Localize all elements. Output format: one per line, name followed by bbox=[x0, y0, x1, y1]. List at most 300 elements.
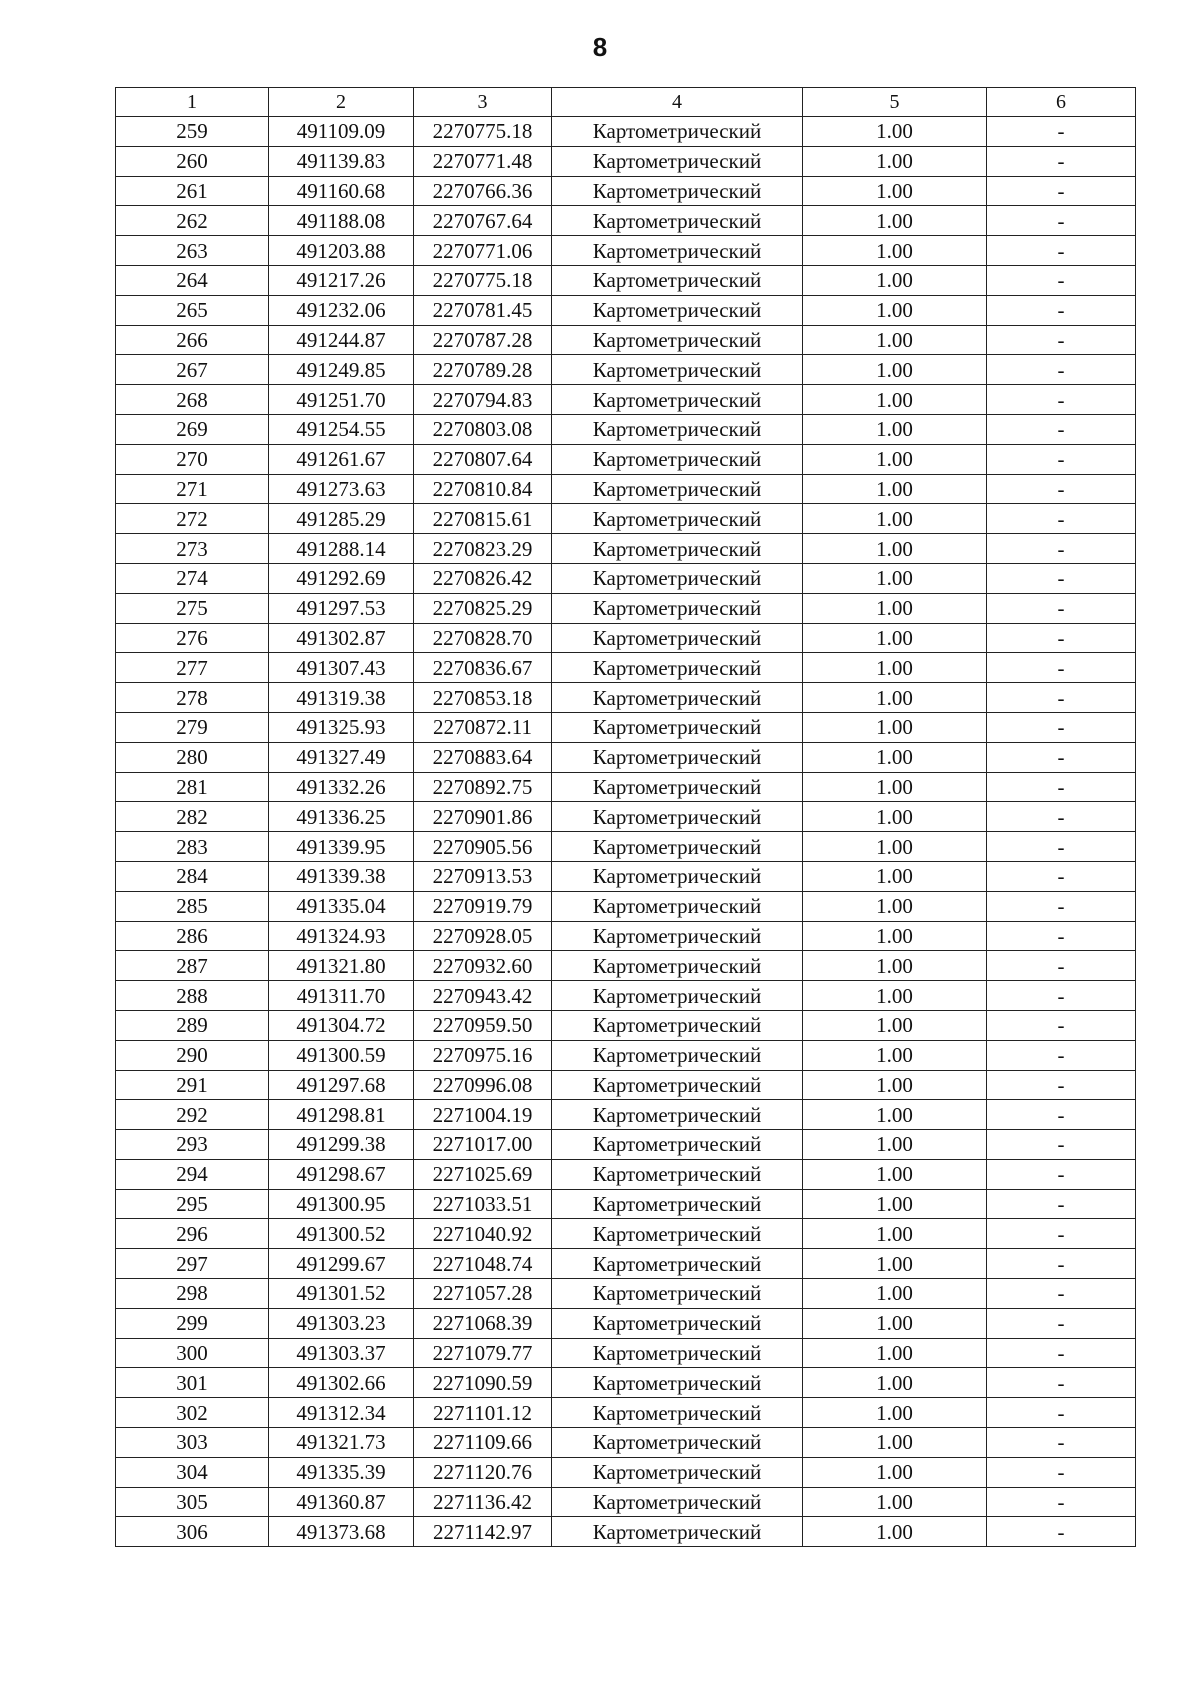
table-cell-col-6: - bbox=[987, 1010, 1136, 1040]
table-row bbox=[116, 802, 1136, 832]
table-cell-col-5: 1.00 bbox=[803, 444, 987, 474]
table-cell-col-6: - bbox=[987, 534, 1136, 564]
table-cell-col-6: - bbox=[987, 1517, 1136, 1547]
table-cell-col-1: 284 bbox=[116, 861, 269, 891]
table-cell-col-4: Картометрический bbox=[552, 176, 803, 206]
table-cell-col-2: 491304.72 bbox=[269, 1010, 414, 1040]
table-cell-col-3: 2270766.36 bbox=[414, 176, 552, 206]
table-cell-col-5: 1.00 bbox=[803, 832, 987, 862]
table-cell-col-1: 262 bbox=[116, 206, 269, 236]
table-cell-col-2: 491300.52 bbox=[269, 1219, 414, 1249]
table-row bbox=[116, 534, 1136, 564]
coordinates-table bbox=[115, 87, 1136, 1547]
table-cell-col-4: Картометрический bbox=[552, 474, 803, 504]
table-cell-col-6: - bbox=[987, 265, 1136, 295]
table-cell-col-1: 279 bbox=[116, 712, 269, 742]
table-cell-col-1: 280 bbox=[116, 742, 269, 772]
table-cell-col-1: 297 bbox=[116, 1249, 269, 1279]
table-cell-col-4: Картометрический bbox=[552, 1487, 803, 1517]
table-cell-col-6: - bbox=[987, 683, 1136, 713]
table-cell-col-6: - bbox=[987, 176, 1136, 206]
table-cell-col-4: Картометрический bbox=[552, 504, 803, 534]
table-cell-col-2: 491335.04 bbox=[269, 891, 414, 921]
table-cell-col-1: 301 bbox=[116, 1368, 269, 1398]
table-cell-col-4: Картометрический bbox=[552, 1517, 803, 1547]
table-row bbox=[116, 623, 1136, 653]
table-cell-col-6: - bbox=[987, 414, 1136, 444]
table-row bbox=[116, 146, 1136, 176]
table-cell-col-6: - bbox=[987, 742, 1136, 772]
page-number: 8 bbox=[592, 32, 608, 62]
table-cell-col-4: Картометрический bbox=[552, 385, 803, 415]
table-row bbox=[116, 1100, 1136, 1130]
table-cell-col-2: 491307.43 bbox=[269, 653, 414, 683]
table-cell-col-2: 491232.06 bbox=[269, 295, 414, 325]
table-row bbox=[116, 474, 1136, 504]
table-cell-col-5: 1.00 bbox=[803, 236, 987, 266]
table-row bbox=[116, 653, 1136, 683]
table-cell-col-6: - bbox=[987, 861, 1136, 891]
table-cell-col-3: 2270928.05 bbox=[414, 921, 552, 951]
table-cell-col-1: 296 bbox=[116, 1219, 269, 1249]
table-cell-col-5: 1.00 bbox=[803, 1189, 987, 1219]
table-cell-col-1: 260 bbox=[116, 146, 269, 176]
table-cell-col-5: 1.00 bbox=[803, 951, 987, 981]
table-cell-col-4: Картометрический bbox=[552, 772, 803, 802]
table-row bbox=[116, 265, 1136, 295]
header-cell-col-2: 2 bbox=[269, 88, 414, 117]
table-row bbox=[116, 414, 1136, 444]
table-row bbox=[116, 1338, 1136, 1368]
table-cell-col-1: 267 bbox=[116, 355, 269, 385]
table-cell-col-3: 2271004.19 bbox=[414, 1100, 552, 1130]
table-cell-col-1: 291 bbox=[116, 1070, 269, 1100]
table-row bbox=[116, 117, 1136, 147]
table-cell-col-4: Картометрический bbox=[552, 1159, 803, 1189]
table-cell-col-6: - bbox=[987, 295, 1136, 325]
table-cell-col-1: 275 bbox=[116, 593, 269, 623]
table-cell-col-3: 2270775.18 bbox=[414, 265, 552, 295]
table-cell-col-2: 491254.55 bbox=[269, 414, 414, 444]
table-cell-col-6: - bbox=[987, 832, 1136, 862]
table-cell-col-4: Картометрический bbox=[552, 1428, 803, 1458]
header-cell-col-5: 5 bbox=[803, 88, 987, 117]
table-cell-col-5: 1.00 bbox=[803, 1070, 987, 1100]
table-cell-col-1: 259 bbox=[116, 117, 269, 147]
table-cell-col-3: 2271033.51 bbox=[414, 1189, 552, 1219]
table-cell-col-6: - bbox=[987, 206, 1136, 236]
table-cell-col-5: 1.00 bbox=[803, 593, 987, 623]
table-cell-col-5: 1.00 bbox=[803, 1517, 987, 1547]
table-cell-col-2: 491285.29 bbox=[269, 504, 414, 534]
table-cell-col-4: Картометрический bbox=[552, 1040, 803, 1070]
table-cell-col-1: 304 bbox=[116, 1457, 269, 1487]
table-cell-col-6: - bbox=[987, 444, 1136, 474]
table-cell-col-2: 491300.95 bbox=[269, 1189, 414, 1219]
table-cell-col-3: 2270905.56 bbox=[414, 832, 552, 862]
table-cell-col-5: 1.00 bbox=[803, 1368, 987, 1398]
table-cell-col-5: 1.00 bbox=[803, 623, 987, 653]
table-cell-col-4: Картометрический bbox=[552, 623, 803, 653]
table-cell-col-1: 266 bbox=[116, 325, 269, 355]
table-row bbox=[116, 891, 1136, 921]
table-cell-col-6: - bbox=[987, 504, 1136, 534]
table-cell-col-4: Картометрический bbox=[552, 593, 803, 623]
table-cell-col-2: 491139.83 bbox=[269, 146, 414, 176]
table-row bbox=[116, 981, 1136, 1011]
table-cell-col-4: Картометрический bbox=[552, 117, 803, 147]
table-cell-col-6: - bbox=[987, 355, 1136, 385]
table-cell-col-6: - bbox=[987, 1219, 1136, 1249]
table-cell-col-5: 1.00 bbox=[803, 563, 987, 593]
table-cell-col-1: 295 bbox=[116, 1189, 269, 1219]
table-row bbox=[116, 176, 1136, 206]
table-cell-col-4: Картометрический bbox=[552, 1249, 803, 1279]
table-cell-col-2: 491251.70 bbox=[269, 385, 414, 415]
table-cell-col-5: 1.00 bbox=[803, 861, 987, 891]
table-cell-col-6: - bbox=[987, 772, 1136, 802]
table-row bbox=[116, 1219, 1136, 1249]
table-row bbox=[116, 683, 1136, 713]
header-cell-col-6: 6 bbox=[987, 88, 1136, 117]
table-cell-col-3: 2270913.53 bbox=[414, 861, 552, 891]
table-cell-col-6: - bbox=[987, 623, 1136, 653]
table-cell-col-1: 282 bbox=[116, 802, 269, 832]
table-cell-col-2: 491160.68 bbox=[269, 176, 414, 206]
table-cell-col-4: Картометрический bbox=[552, 1457, 803, 1487]
table-cell-col-5: 1.00 bbox=[803, 1100, 987, 1130]
table-cell-col-1: 281 bbox=[116, 772, 269, 802]
table-row bbox=[116, 444, 1136, 474]
table-cell-col-5: 1.00 bbox=[803, 653, 987, 683]
table-row bbox=[116, 861, 1136, 891]
table-cell-col-6: - bbox=[987, 1398, 1136, 1428]
table-cell-col-6: - bbox=[987, 1100, 1136, 1130]
table-cell-col-1: 285 bbox=[116, 891, 269, 921]
table-cell-col-1: 268 bbox=[116, 385, 269, 415]
table-cell-col-4: Картометрический bbox=[552, 414, 803, 444]
table-cell-col-1: 272 bbox=[116, 504, 269, 534]
table-cell-col-2: 491373.68 bbox=[269, 1517, 414, 1547]
header-cell-col-3: 3 bbox=[414, 88, 552, 117]
table-cell-col-1: 287 bbox=[116, 951, 269, 981]
table-cell-col-2: 491297.53 bbox=[269, 593, 414, 623]
table-cell-col-3: 2270932.60 bbox=[414, 951, 552, 981]
table-cell-col-6: - bbox=[987, 951, 1136, 981]
table-cell-col-3: 2271025.69 bbox=[414, 1159, 552, 1189]
table-cell-col-2: 491217.26 bbox=[269, 265, 414, 295]
table-cell-col-6: - bbox=[987, 1249, 1136, 1279]
table-cell-col-1: 286 bbox=[116, 921, 269, 951]
table-cell-col-4: Картометрический bbox=[552, 534, 803, 564]
table-cell-col-3: 2271109.66 bbox=[414, 1428, 552, 1458]
table-cell-col-5: 1.00 bbox=[803, 146, 987, 176]
table-cell-col-3: 2270771.48 bbox=[414, 146, 552, 176]
table-cell-col-2: 491188.08 bbox=[269, 206, 414, 236]
table-cell-col-4: Картометрический bbox=[552, 206, 803, 236]
table-cell-col-6: - bbox=[987, 802, 1136, 832]
table-cell-col-2: 491325.93 bbox=[269, 712, 414, 742]
table-cell-col-5: 1.00 bbox=[803, 1308, 987, 1338]
table-cell-col-3: 2270823.29 bbox=[414, 534, 552, 564]
table-row bbox=[116, 1189, 1136, 1219]
table-cell-col-2: 491327.49 bbox=[269, 742, 414, 772]
table-cell-col-5: 1.00 bbox=[803, 117, 987, 147]
table-cell-col-4: Картометрический bbox=[552, 802, 803, 832]
table-cell-col-3: 2271057.28 bbox=[414, 1279, 552, 1309]
table-cell-col-5: 1.00 bbox=[803, 1130, 987, 1160]
table-cell-col-1: 294 bbox=[116, 1159, 269, 1189]
table-cell-col-4: Картометрический bbox=[552, 981, 803, 1011]
table-cell-col-3: 2270975.16 bbox=[414, 1040, 552, 1070]
table-cell-col-2: 491302.66 bbox=[269, 1368, 414, 1398]
table-cell-col-2: 491311.70 bbox=[269, 981, 414, 1011]
table-cell-col-3: 2270767.64 bbox=[414, 206, 552, 236]
table-cell-col-4: Картометрический bbox=[552, 1338, 803, 1368]
table-cell-col-3: 2270803.08 bbox=[414, 414, 552, 444]
table-cell-col-6: - bbox=[987, 563, 1136, 593]
table-row bbox=[116, 1368, 1136, 1398]
table-row bbox=[116, 1130, 1136, 1160]
table-row bbox=[116, 742, 1136, 772]
table-cell-col-1: 298 bbox=[116, 1279, 269, 1309]
table-cell-col-2: 491303.37 bbox=[269, 1338, 414, 1368]
table-row bbox=[116, 1428, 1136, 1458]
table-cell-col-3: 2270781.45 bbox=[414, 295, 552, 325]
table-row bbox=[116, 1070, 1136, 1100]
table-cell-col-3: 2271040.92 bbox=[414, 1219, 552, 1249]
table-cell-col-6: - bbox=[987, 117, 1136, 147]
table-cell-col-2: 491109.09 bbox=[269, 117, 414, 147]
table-cell-col-1: 274 bbox=[116, 563, 269, 593]
table-cell-col-2: 491261.67 bbox=[269, 444, 414, 474]
table-cell-col-2: 491288.14 bbox=[269, 534, 414, 564]
table-cell-col-1: 273 bbox=[116, 534, 269, 564]
table-cell-col-4: Картометрический bbox=[552, 1100, 803, 1130]
table-cell-col-5: 1.00 bbox=[803, 295, 987, 325]
table-cell-col-4: Картометрический bbox=[552, 653, 803, 683]
table-cell-col-2: 491298.81 bbox=[269, 1100, 414, 1130]
table-row bbox=[116, 832, 1136, 862]
table-cell-col-2: 491303.23 bbox=[269, 1308, 414, 1338]
table-cell-col-2: 491297.68 bbox=[269, 1070, 414, 1100]
table-cell-col-4: Картометрический bbox=[552, 861, 803, 891]
table-cell-col-2: 491319.38 bbox=[269, 683, 414, 713]
table-cell-col-4: Картометрический bbox=[552, 742, 803, 772]
table-cell-col-5: 1.00 bbox=[803, 1398, 987, 1428]
table-cell-col-5: 1.00 bbox=[803, 265, 987, 295]
table-cell-col-2: 491302.87 bbox=[269, 623, 414, 653]
table-cell-col-5: 1.00 bbox=[803, 683, 987, 713]
table-cell-col-1: 265 bbox=[116, 295, 269, 325]
table-row bbox=[116, 1398, 1136, 1428]
table-row bbox=[116, 563, 1136, 593]
table-cell-col-1: 305 bbox=[116, 1487, 269, 1517]
table-row bbox=[116, 951, 1136, 981]
table-row bbox=[116, 325, 1136, 355]
table-cell-col-5: 1.00 bbox=[803, 206, 987, 236]
table-cell-col-6: - bbox=[987, 1130, 1136, 1160]
table-cell-col-3: 2270826.42 bbox=[414, 563, 552, 593]
table-cell-col-5: 1.00 bbox=[803, 474, 987, 504]
table-cell-col-4: Картометрический bbox=[552, 1398, 803, 1428]
table-cell-col-5: 1.00 bbox=[803, 891, 987, 921]
table-cell-col-3: 2270919.79 bbox=[414, 891, 552, 921]
table-cell-col-1: 263 bbox=[116, 236, 269, 266]
table-cell-col-3: 2271090.59 bbox=[414, 1368, 552, 1398]
table-cell-col-5: 1.00 bbox=[803, 1457, 987, 1487]
table-cell-col-3: 2270959.50 bbox=[414, 1010, 552, 1040]
table-cell-col-3: 2271068.39 bbox=[414, 1308, 552, 1338]
table-cell-col-5: 1.00 bbox=[803, 414, 987, 444]
table-cell-col-5: 1.00 bbox=[803, 325, 987, 355]
table-cell-col-5: 1.00 bbox=[803, 772, 987, 802]
table-cell-col-2: 491300.59 bbox=[269, 1040, 414, 1070]
table-cell-col-4: Картометрический bbox=[552, 355, 803, 385]
table-row bbox=[116, 593, 1136, 623]
table-cell-col-1: 303 bbox=[116, 1428, 269, 1458]
table-cell-col-5: 1.00 bbox=[803, 1249, 987, 1279]
table-cell-col-5: 1.00 bbox=[803, 176, 987, 206]
table-cell-col-5: 1.00 bbox=[803, 385, 987, 415]
table-cell-col-2: 491360.87 bbox=[269, 1487, 414, 1517]
table-cell-col-2: 491299.67 bbox=[269, 1249, 414, 1279]
table-cell-col-1: 283 bbox=[116, 832, 269, 862]
table-cell-col-6: - bbox=[987, 1457, 1136, 1487]
table-cell-col-4: Картометрический bbox=[552, 236, 803, 266]
table-cell-col-2: 491273.63 bbox=[269, 474, 414, 504]
table-cell-col-4: Картометрический bbox=[552, 891, 803, 921]
table-row bbox=[116, 206, 1136, 236]
table-cell-col-2: 491336.25 bbox=[269, 802, 414, 832]
table-cell-col-1: 299 bbox=[116, 1308, 269, 1338]
table-cell-col-3: 2270771.06 bbox=[414, 236, 552, 266]
table-cell-col-5: 1.00 bbox=[803, 1159, 987, 1189]
table-cell-col-6: - bbox=[987, 653, 1136, 683]
table-cell-col-2: 491332.26 bbox=[269, 772, 414, 802]
header-cell-col-4: 4 bbox=[552, 88, 803, 117]
table-cell-col-3: 2270794.83 bbox=[414, 385, 552, 415]
table-cell-col-6: - bbox=[987, 1338, 1136, 1368]
table-row bbox=[116, 1010, 1136, 1040]
table-cell-col-6: - bbox=[987, 891, 1136, 921]
header-cell-col-1: 1 bbox=[116, 88, 269, 117]
table-body bbox=[116, 117, 1136, 1547]
table-cell-col-6: - bbox=[987, 1070, 1136, 1100]
table-cell-col-5: 1.00 bbox=[803, 921, 987, 951]
table-cell-col-4: Картометрический bbox=[552, 1219, 803, 1249]
table-row bbox=[116, 295, 1136, 325]
table-cell-col-1: 271 bbox=[116, 474, 269, 504]
table-cell-col-6: - bbox=[987, 146, 1136, 176]
table-cell-col-1: 293 bbox=[116, 1130, 269, 1160]
table-cell-col-6: - bbox=[987, 1428, 1136, 1458]
table-cell-col-6: - bbox=[987, 325, 1136, 355]
table-cell-col-3: 2271136.42 bbox=[414, 1487, 552, 1517]
table-cell-col-4: Картометрический bbox=[552, 1130, 803, 1160]
table-cell-col-3: 2270943.42 bbox=[414, 981, 552, 1011]
table-cell-col-4: Картометрический bbox=[552, 1308, 803, 1338]
table-cell-col-5: 1.00 bbox=[803, 534, 987, 564]
table-cell-col-4: Картометрический bbox=[552, 1189, 803, 1219]
table-row bbox=[116, 1308, 1136, 1338]
table-row bbox=[116, 712, 1136, 742]
table-row bbox=[116, 355, 1136, 385]
table-cell-col-6: - bbox=[987, 1279, 1136, 1309]
table-cell-col-4: Картометрический bbox=[552, 146, 803, 176]
table-cell-col-3: 2270787.28 bbox=[414, 325, 552, 355]
table-cell-col-6: - bbox=[987, 1487, 1136, 1517]
table-cell-col-3: 2271017.00 bbox=[414, 1130, 552, 1160]
table-cell-col-3: 2270789.28 bbox=[414, 355, 552, 385]
table-row bbox=[116, 1159, 1136, 1189]
table-cell-col-4: Картометрический bbox=[552, 712, 803, 742]
table-cell-col-2: 491298.67 bbox=[269, 1159, 414, 1189]
table-cell-col-4: Картометрический bbox=[552, 295, 803, 325]
table-cell-col-6: - bbox=[987, 1159, 1136, 1189]
table-cell-col-3: 2271079.77 bbox=[414, 1338, 552, 1368]
table-cell-col-4: Картометрический bbox=[552, 563, 803, 593]
table-cell-col-2: 491339.38 bbox=[269, 861, 414, 891]
table-cell-col-4: Картометрический bbox=[552, 921, 803, 951]
table-cell-col-3: 2271101.12 bbox=[414, 1398, 552, 1428]
table-cell-col-3: 2270828.70 bbox=[414, 623, 552, 653]
table-cell-col-2: 491324.93 bbox=[269, 921, 414, 951]
table-cell-col-5: 1.00 bbox=[803, 504, 987, 534]
table-cell-col-6: - bbox=[987, 385, 1136, 415]
table-cell-col-5: 1.00 bbox=[803, 802, 987, 832]
table-row bbox=[116, 504, 1136, 534]
table-cell-col-3: 2270807.64 bbox=[414, 444, 552, 474]
table-cell-col-1: 290 bbox=[116, 1040, 269, 1070]
table-cell-col-1: 270 bbox=[116, 444, 269, 474]
table-cell-col-5: 1.00 bbox=[803, 1428, 987, 1458]
table-cell-col-5: 1.00 bbox=[803, 712, 987, 742]
table-row bbox=[116, 1517, 1136, 1547]
table-cell-col-6: - bbox=[987, 236, 1136, 266]
table-cell-col-1: 306 bbox=[116, 1517, 269, 1547]
table-cell-col-4: Картометрический bbox=[552, 265, 803, 295]
table-cell-col-4: Картометрический bbox=[552, 951, 803, 981]
table-cell-col-1: 292 bbox=[116, 1100, 269, 1130]
table-cell-col-3: 2270815.61 bbox=[414, 504, 552, 534]
table-cell-col-5: 1.00 bbox=[803, 1219, 987, 1249]
table-cell-col-4: Картометрический bbox=[552, 1279, 803, 1309]
table-cell-col-1: 278 bbox=[116, 683, 269, 713]
table-row bbox=[116, 1279, 1136, 1309]
table-cell-col-3: 2270872.11 bbox=[414, 712, 552, 742]
table-row bbox=[116, 772, 1136, 802]
table-row bbox=[116, 1487, 1136, 1517]
table-cell-col-6: - bbox=[987, 1040, 1136, 1070]
table-cell-col-4: Картометрический bbox=[552, 683, 803, 713]
table-cell-col-5: 1.00 bbox=[803, 1338, 987, 1368]
table-cell-col-5: 1.00 bbox=[803, 1010, 987, 1040]
table-cell-col-4: Картометрический bbox=[552, 444, 803, 474]
table-cell-col-5: 1.00 bbox=[803, 742, 987, 772]
table-cell-col-2: 491249.85 bbox=[269, 355, 414, 385]
table-cell-col-6: - bbox=[987, 1189, 1136, 1219]
table-row bbox=[116, 236, 1136, 266]
table-cell-col-6: - bbox=[987, 474, 1136, 504]
table-cell-col-1: 289 bbox=[116, 1010, 269, 1040]
table-cell-col-4: Картометрический bbox=[552, 1070, 803, 1100]
table-row bbox=[116, 1457, 1136, 1487]
table-cell-col-3: 2270810.84 bbox=[414, 474, 552, 504]
table-cell-col-6: - bbox=[987, 921, 1136, 951]
table-cell-col-1: 302 bbox=[116, 1398, 269, 1428]
table-cell-col-3: 2271142.97 bbox=[414, 1517, 552, 1547]
